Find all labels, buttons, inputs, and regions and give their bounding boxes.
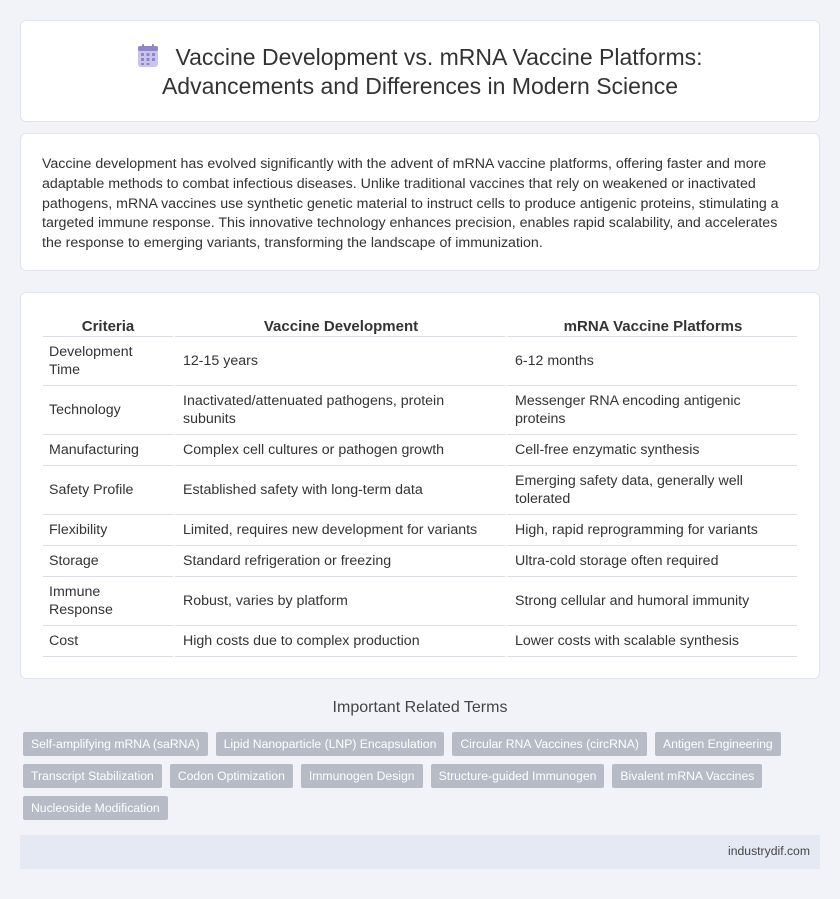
related-term-tag[interactable]: Self-amplifying mRNA (saRNA)	[23, 732, 208, 756]
footer-site-link[interactable]: industrydif.com	[728, 844, 810, 858]
cell-mrna: Messenger RNA encoding antigenic proteins	[505, 386, 797, 435]
table-row	[43, 546, 797, 577]
footer	[20, 835, 820, 869]
intro-paragraph: Vaccine development has evolved significantly with the advent of mRNA vaccine platforms, offering faster and more adaptable methods to combat infectious diseases. Unlike traditional vaccines that rely on weakened or inactivated pathogens, mRNA vaccines use synthetic genetic material to instruct cells to produce antigenic proteins, stimulating a targeted immune response. This innovative technology enhances precision, enables rapid scalability, and accelerates the response to emerging variants, transforming the landscape of immunization.	[42, 156, 779, 252]
cell-mrna: High, rapid reprogramming for variants	[505, 515, 797, 546]
related-term-tag[interactable]: Lipid Nanoparticle (LNP) Encapsulation	[216, 732, 445, 756]
table-row	[43, 515, 797, 546]
related-terms-list	[23, 732, 783, 820]
intro-card	[20, 133, 820, 271]
header-mrna-platforms: mRNA Vaccine Platforms	[505, 316, 797, 337]
cell-criteria: Manufacturing	[43, 435, 173, 466]
header-vaccine-development: Vaccine Development	[173, 316, 505, 337]
comparison-table	[43, 316, 797, 657]
page-title	[21, 43, 819, 101]
cell-criteria: Flexibility	[43, 515, 173, 546]
cell-criteria: Storage	[43, 546, 173, 577]
comparison-card	[20, 292, 820, 679]
related-term-tag[interactable]: Codon Optimization	[170, 764, 293, 788]
header-criteria: Criteria	[43, 316, 173, 337]
title-card	[20, 20, 820, 122]
cell-vaccine: Robust, varies by platform	[173, 577, 505, 626]
table-row	[43, 435, 797, 466]
cell-mrna: 6-12 months	[505, 337, 797, 386]
cell-criteria: Safety Profile	[43, 466, 173, 515]
table-row	[43, 386, 797, 435]
related-term-tag[interactable]: Immunogen Design	[301, 764, 423, 788]
cell-mrna: Emerging safety data, generally well tolerated	[505, 466, 797, 515]
title-line-2: Advancements and Differences in Modern Science	[161, 73, 679, 99]
related-term-tag[interactable]: Structure-guided Immunogen	[431, 764, 605, 788]
table-header-row	[43, 316, 797, 337]
cell-vaccine: High costs due to complex production	[173, 626, 505, 657]
cell-criteria: Immune Response	[43, 577, 173, 626]
cell-mrna: Lower costs with scalable synthesis	[505, 626, 797, 657]
calendar-grid-icon	[137, 44, 159, 68]
related-term-tag[interactable]: Nucleoside Modification	[23, 796, 168, 820]
cell-criteria: Development Time	[43, 337, 173, 386]
table-row	[43, 466, 797, 515]
cell-vaccine: Established safety with long-term data	[173, 466, 505, 515]
cell-vaccine: Standard refrigeration or freezing	[173, 546, 505, 577]
related-term-tag[interactable]: Bivalent mRNA Vaccines	[612, 764, 762, 788]
cell-vaccine: Limited, requires new development for variants	[173, 515, 505, 546]
table-row	[43, 577, 797, 626]
cell-vaccine: Complex cell cultures or pathogen growth	[173, 435, 505, 466]
related-term-tag[interactable]: Transcript Stabilization	[23, 764, 162, 788]
cell-mrna: Cell-free enzymatic synthesis	[505, 435, 797, 466]
title-line-1: Vaccine Development vs. mRNA Vaccine Platforms:	[175, 44, 703, 70]
cell-mrna: Strong cellular and humoral immunity	[505, 577, 797, 626]
cell-criteria: Cost	[43, 626, 173, 657]
cell-vaccine: Inactivated/attenuated pathogens, protein subunits	[173, 386, 505, 435]
cell-criteria: Technology	[43, 386, 173, 435]
cell-vaccine: 12-15 years	[173, 337, 505, 386]
related-term-tag[interactable]: Antigen Engineering	[655, 732, 781, 756]
table-row	[43, 337, 797, 386]
cell-mrna: Ultra-cold storage often required	[505, 546, 797, 577]
related-term-tag[interactable]: Circular RNA Vaccines (circRNA)	[452, 732, 647, 756]
related-terms-title: Important Related Terms	[332, 699, 508, 716]
table-row	[43, 626, 797, 657]
